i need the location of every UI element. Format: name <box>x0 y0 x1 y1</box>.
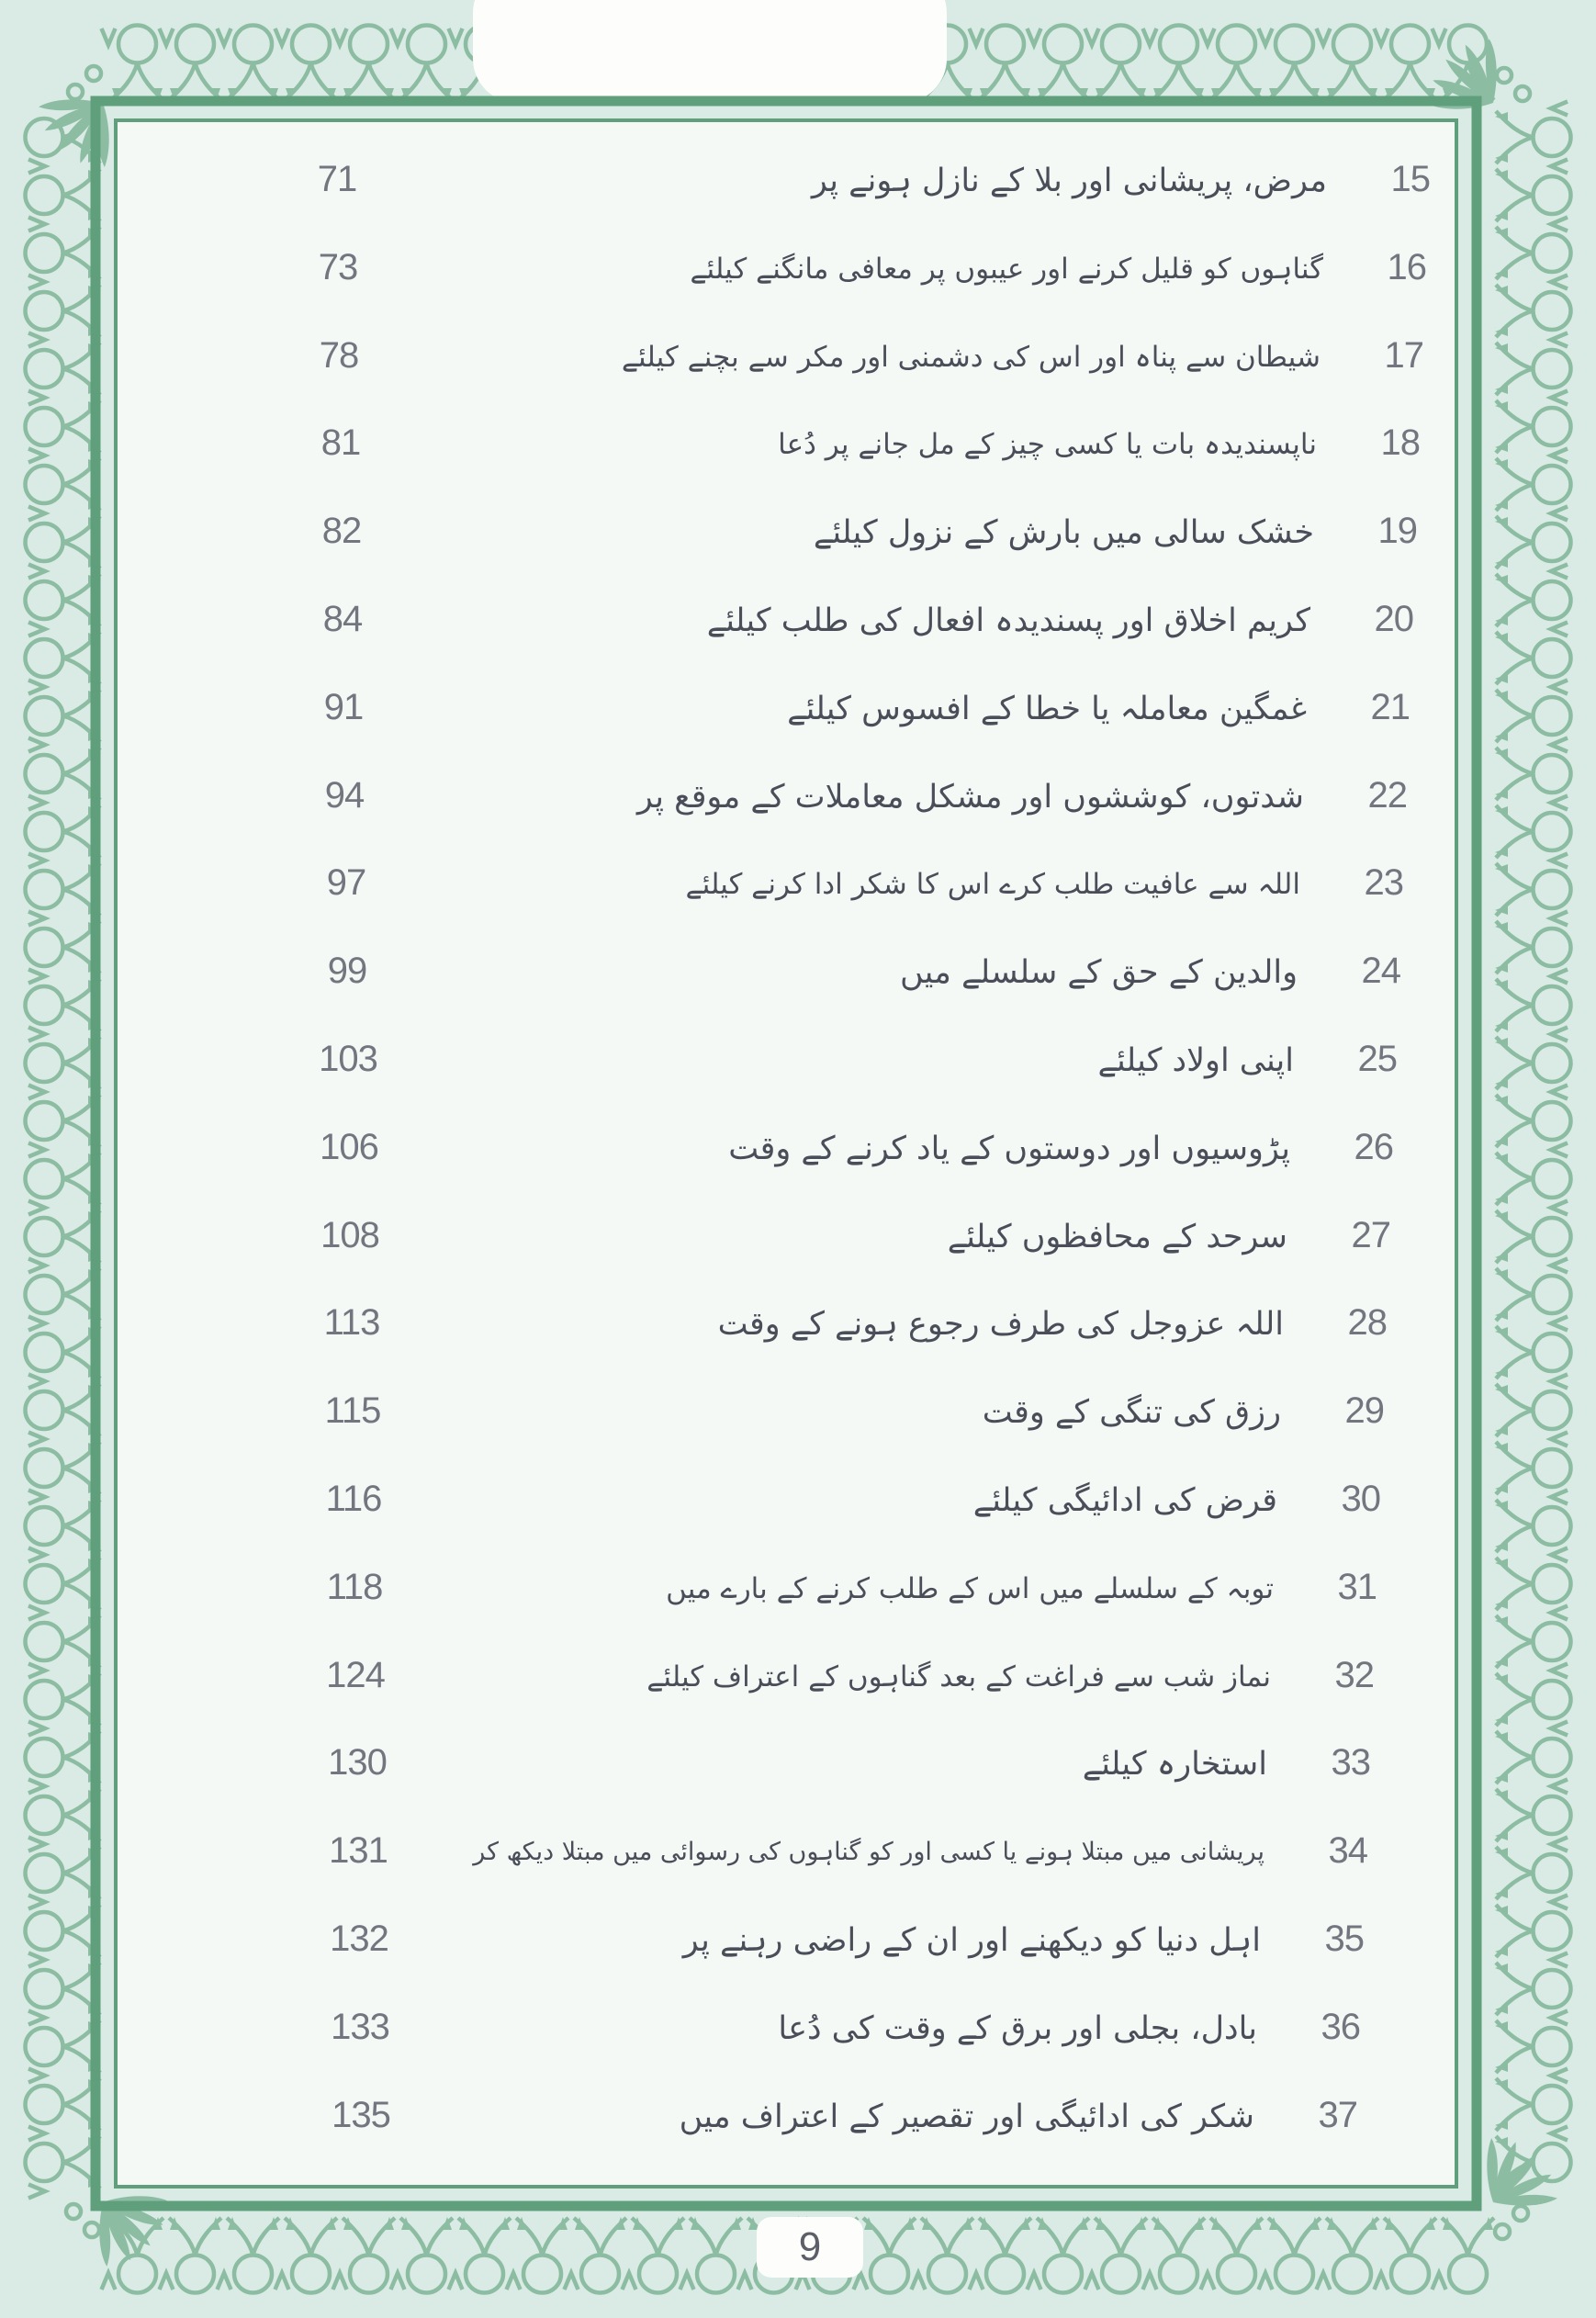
toc-row <box>0 1896 1596 1985</box>
toc-entry-title: غمگین معاملہ یا خطا کے افسوس کیلئے <box>787 691 1307 727</box>
toc-entry-serial: 25 <box>1357 1039 1397 1079</box>
toc-row <box>0 313 1596 401</box>
toc-entry-serial: 21 <box>1370 687 1410 727</box>
toc-entry-title: اپنی اولاد کیلئے <box>1097 1042 1294 1079</box>
toc-entry-title: مرض، پریشانی اور بلا کے نازل ہونے پر <box>811 163 1327 199</box>
toc-entry-target-page: 131 <box>329 1830 388 1871</box>
toc-entry-title: پڑوسیوں اور دوستوں کے یاد کرنے کے وقت <box>728 1131 1290 1167</box>
toc-entry-title: شدتوں، کوششوں اور مشکل معاملات کے موقع پر <box>636 779 1304 816</box>
toc-entry-title: خشک سالی میں بارش کے نزول کیلئے <box>813 514 1314 551</box>
toc-row <box>0 400 1596 489</box>
toc-entry-serial: 31 <box>1337 1567 1377 1607</box>
toc-entry-serial: 35 <box>1324 1919 1364 1959</box>
toc-entry-target-page: 94 <box>324 775 365 816</box>
footer-page-number: 9 <box>798 2224 822 2269</box>
toc-entry-serial: 26 <box>1354 1127 1393 1167</box>
toc-row <box>0 1193 1596 1281</box>
toc-entry-target-page: 133 <box>331 2007 389 2047</box>
toc-entry-target-page: 84 <box>322 599 363 639</box>
toc-entry-serial: 32 <box>1334 1655 1374 1695</box>
toc-entry-serial: 17 <box>1384 335 1423 376</box>
toc-entry-title: اللہ عزوجل کی طرف رجوع ہونے کے وقت <box>717 1306 1284 1343</box>
toc-entry-serial: 18 <box>1380 422 1420 463</box>
toc-row <box>0 928 1596 1017</box>
toc-entry-title: توبہ کے سلسلے میں اس کے طلب کرنے کے بارے میں <box>666 1572 1274 1605</box>
toc-entry-title: رزق کی تنگی کے وقت <box>982 1394 1281 1431</box>
toc-entry-target-page: 132 <box>330 1919 388 1959</box>
toc-row <box>0 2073 1596 2161</box>
toc-entry-title: شیطان سے پناہ اور اس کی دشمنی اور مکر سے بچنے کیلئے <box>621 341 1321 374</box>
toc-entry-target-page: 99 <box>327 951 367 991</box>
toc-entry-title: نماز شب سے فراغت کے بعد گناہوں کے اعتراف کیلئے <box>646 1660 1271 1693</box>
toc-entry-target-page: 106 <box>320 1127 378 1167</box>
toc-entry-serial: 20 <box>1374 599 1413 639</box>
toc-entry-target-page: 135 <box>332 2095 390 2135</box>
toc-row <box>0 1633 1596 1721</box>
toc-row <box>0 1985 1596 2073</box>
toc-entry-target-page: 97 <box>326 862 366 903</box>
toc-entry-serial: 16 <box>1387 247 1426 287</box>
toc-entry-title: ناپسندیدہ بات یا کسی چیز کے مل جانے پر دُعا <box>778 428 1317 461</box>
toc-row <box>0 1808 1596 1896</box>
toc-row <box>0 137 1596 225</box>
toc-entry-target-page: 113 <box>323 1302 380 1343</box>
toc-row <box>0 1720 1596 1808</box>
toc-entry-target-page: 91 <box>323 687 364 727</box>
toc-entry-target-page: 71 <box>317 159 357 199</box>
toc-row <box>0 577 1596 665</box>
toc-entry-target-page: 130 <box>328 1742 387 1783</box>
footer-page-badge <box>757 2217 863 2278</box>
toc-row <box>0 225 1596 313</box>
toc-entry-target-page: 115 <box>324 1390 381 1431</box>
toc-entry-title: استخارہ کیلئے <box>1082 1746 1267 1783</box>
toc-entry-serial: 33 <box>1331 1742 1370 1783</box>
toc-row <box>0 1368 1596 1457</box>
toc-row <box>0 665 1596 753</box>
toc-entry-serial: 29 <box>1344 1390 1384 1431</box>
toc-row <box>0 753 1596 841</box>
toc-entry-target-page: 103 <box>319 1039 377 1079</box>
toc-entry-title: پریشانی میں مبتلا ہونے یا کسی اور کو گناہوں کی رسوائی میں مبتلا دیکھ کر <box>473 1838 1264 1866</box>
toc-entry-target-page: 82 <box>321 511 362 551</box>
toc-entry-serial: 30 <box>1341 1479 1380 1519</box>
toc-entry-title: اہل دنیا کو دیکھنے اور ان کے راضی رہنے پر <box>682 1922 1261 1959</box>
toc-entry-target-page: 124 <box>326 1655 385 1695</box>
toc-row <box>0 840 1596 928</box>
toc-entry-serial: 28 <box>1347 1302 1387 1343</box>
toc-entry-title: سرحد کے محافظوں کیلئے <box>947 1219 1287 1255</box>
toc-row <box>0 1105 1596 1193</box>
toc-entry-title: کریم اخلاق اور پسندیدہ افعال کی طلب کیلئے <box>706 602 1310 639</box>
toc-row <box>0 489 1596 577</box>
toc-entry-serial: 15 <box>1390 159 1430 199</box>
toc-entry-title: قرض کی ادائیگی کیلئے <box>972 1482 1277 1519</box>
toc-row <box>0 1280 1596 1368</box>
toc-entry-serial: 23 <box>1364 862 1403 903</box>
toc-entry-target-page: 108 <box>320 1215 379 1255</box>
toc-entry-title: اللہ سے عافیت طلب کرے اس کا شکر ادا کرنے کیلئے <box>685 868 1300 901</box>
toc-entry-title: والدین کے حق کے سلسلے میں <box>899 954 1298 991</box>
toc-entry-serial: 27 <box>1351 1215 1390 1255</box>
toc-row <box>0 1017 1596 1105</box>
toc-entry-serial: 22 <box>1367 775 1407 816</box>
toc-entry-title: گناہوں کو قلیل کرنے اور عیبوں پر معافی مانگنے کیلئے <box>690 253 1323 286</box>
toc-row <box>0 1545 1596 1633</box>
toc-entry-serial: 19 <box>1377 511 1417 551</box>
toc-entry-target-page: 78 <box>319 335 359 376</box>
toc-entry-serial: 36 <box>1321 2007 1360 2047</box>
toc-entry-target-page: 118 <box>326 1567 383 1607</box>
toc-entry-serial: 34 <box>1328 1830 1367 1871</box>
toc-entry-target-page: 73 <box>318 247 358 287</box>
toc-entry-title: بادل، بجلی اور برق کے وقت کی دُعا <box>778 2010 1257 2047</box>
toc-entry-serial: 24 <box>1361 951 1400 991</box>
toc-entry-title: شکر کی ادائیگی اور تقصیر کے اعتراف میں <box>679 2099 1254 2135</box>
toc-entry-target-page: 81 <box>320 422 361 463</box>
toc-entry-target-page: 116 <box>325 1479 382 1519</box>
toc-row <box>0 1457 1596 1545</box>
toc-entry-serial: 37 <box>1318 2095 1357 2135</box>
